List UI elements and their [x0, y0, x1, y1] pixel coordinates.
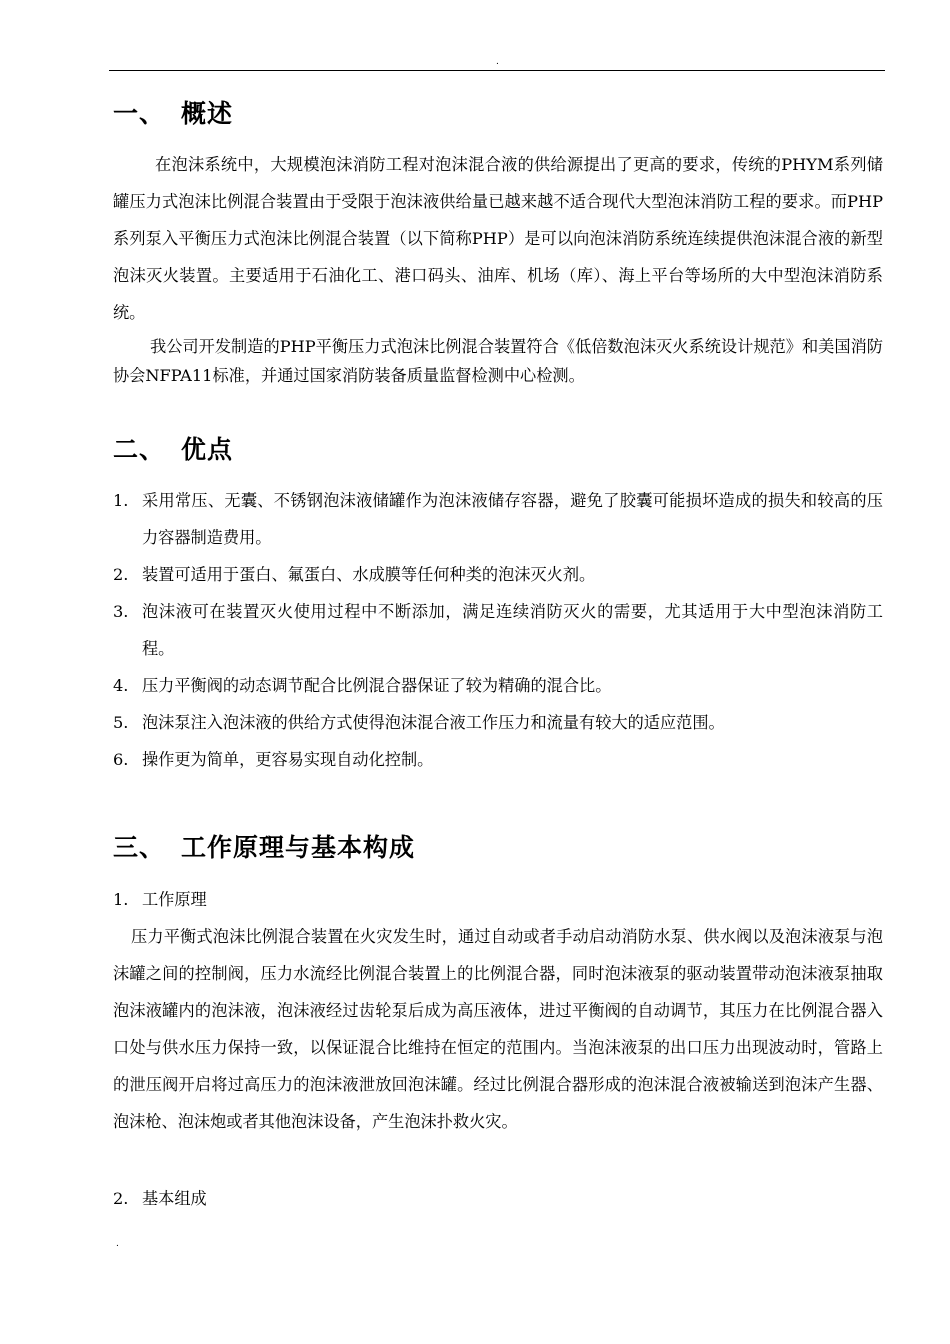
- list-marker: 2.: [113, 565, 129, 584]
- section-number: 三、: [113, 833, 166, 862]
- subheading-basic-composition: [113, 1184, 207, 1214]
- list-item: [113, 482, 883, 556]
- list-item: [113, 741, 883, 778]
- section-number: 一、: [113, 99, 166, 128]
- list-marker: 6.: [113, 750, 129, 769]
- sub-label: 工作原理: [142, 890, 207, 909]
- list-item: [113, 704, 883, 741]
- sub-marker: 1.: [113, 890, 129, 909]
- list-item-text: 采用常压、无囊、不锈钢泡沫液储罐作为泡沫液储存容器，避免了胶囊可能损坏造成的损失和较高的压力容器制造费用。: [142, 491, 883, 547]
- list-item: [113, 593, 883, 667]
- sub-marker: 2.: [113, 1189, 129, 1208]
- list-item: [113, 556, 883, 593]
- list-marker: 1.: [113, 491, 129, 510]
- section-number: 二、: [113, 435, 166, 464]
- list-item-text: 装置可适用于蛋白、氟蛋白、水成膜等任何种类的泡沫灭火剂。: [142, 565, 596, 584]
- header-rule: [109, 70, 885, 71]
- list-marker: 4.: [113, 676, 129, 695]
- section-title: 工作原理与基本构成: [181, 833, 416, 862]
- section-title: 优点: [181, 435, 234, 464]
- principle-paragraph: 压力平衡式泡沫比例混合装置在火灾发生时，通过自动或者手动启动消防水泵、供水阀以及泡沫液泵与泡沫罐之间的控制阀，压力水流经比例混合装置上的比例混合器，同时泡沫液泵的驱动装置带动泡沫液泵抽取泡沫液罐内的泡沫液，泡沫液经过齿轮泵后成为高压液体，进过平衡阀的自动调节，其压力在比例混合器入口处与供水压力保持一致，以保证混合比维持在恒定的范围内。当泡沫液泵的出口压力出现波动时，管路上的泄压阀开启将过高压力的泡沫液泄放回泡沫罐。经过比例混合器形成的泡沫混合液被输送到泡沫产生器、泡沫枪、泡沫炮或者其他泡沫设备，产生泡沫扑救火灾。: [113, 927, 883, 1131]
- list-item: [113, 667, 883, 704]
- footer-mark: .: [116, 1239, 119, 1249]
- list-item-text: 操作更为简单，更容易实现自动化控制。: [142, 750, 434, 769]
- section-heading-principle: [113, 832, 415, 864]
- section-heading-overview: [113, 98, 233, 130]
- sub-label: 基本组成: [142, 1189, 207, 1208]
- list-item-text: 压力平衡阀的动态调节配合比例混合器保证了较为精确的混合比。: [142, 676, 612, 695]
- overview-paragraph-2: 我公司开发制造的PHP平衡压力式泡沫比例混合装置符合《低倍数泡沫灭火系统设计规范》和美国消防协会NFPA11标准，并通过国家消防装备质量监督检测中心检测。: [113, 337, 883, 385]
- list-item-text: 泡沫泵注入泡沫液的供给方式使得泡沫混合液工作压力和流量有较大的适应范围。: [142, 713, 725, 732]
- subheading-working-principle: [113, 885, 207, 915]
- section-heading-advantages: [113, 434, 233, 466]
- section-title: 概述: [181, 99, 234, 128]
- list-marker: 5.: [113, 713, 129, 732]
- header-mark: .: [496, 57, 499, 67]
- list-item-text: 泡沫液可在装置灭火使用过程中不断添加，满足连续消防灭火的需要，尤其适用于大中型泡沫消防工程。: [142, 602, 883, 658]
- overview-paragraph-1: 在泡沫系统中，大规模泡沫消防工程对泡沫混合液的供给源提出了更高的要求，传统的PHYM系列储罐压力式泡沫比例混合装置由于受限于泡沫液供给量已越来越不适合现代大型泡沫消防工程的要求。而PHP系列泵入平衡压力式泡沫比例混合装置（以下简称PHP）是可以向泡沫消防系统连续提供泡沫混合液的新型泡沫灭火装置。主要适用于石油化工、港口码头、油库、机场（库）、海上平台等场所的大中型泡沫消防系统。: [113, 155, 883, 322]
- list-marker: 3.: [113, 602, 129, 621]
- advantages-list: [113, 482, 883, 778]
